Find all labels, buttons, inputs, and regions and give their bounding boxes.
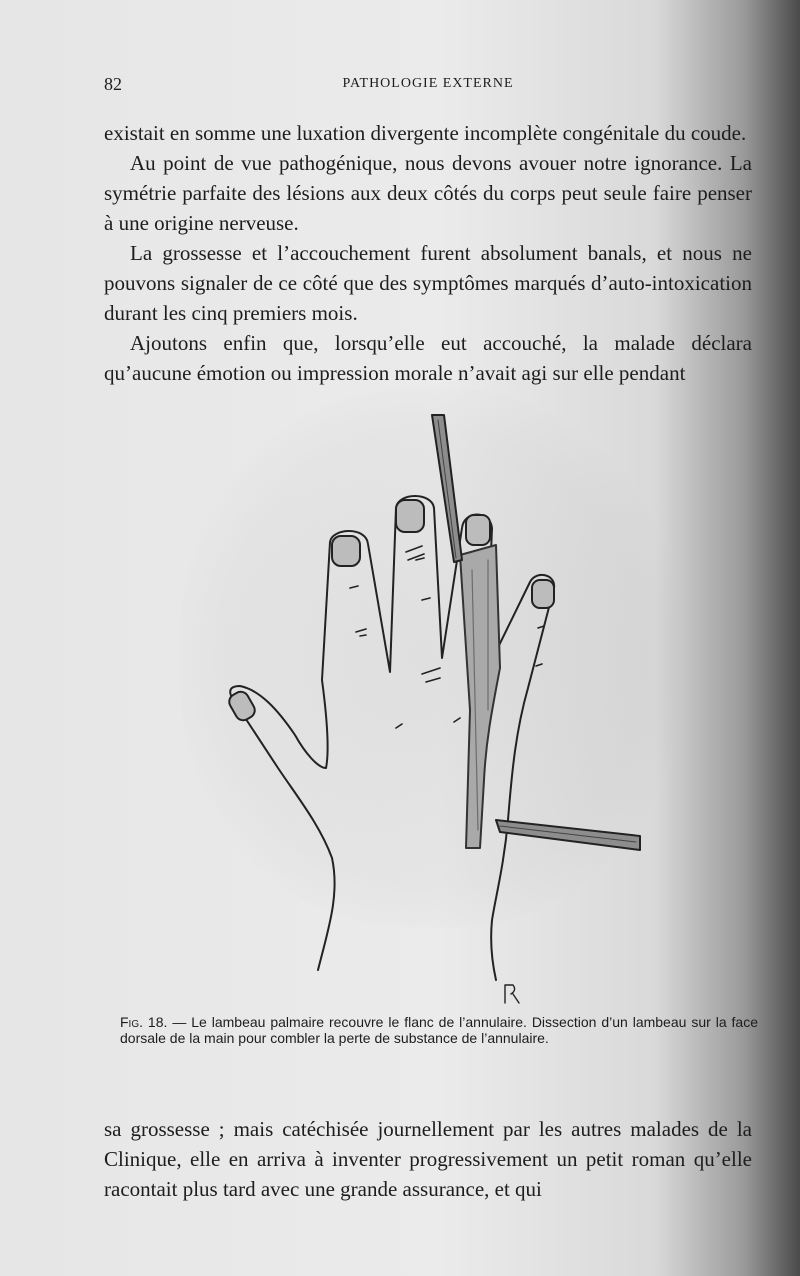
caption-text: — Le lambeau palmaire recouvre le flanc de l’annulaire. Dissection d’un lambeau sur la face dorsale de la main pour combler la perte de substance de l’annulaire. <box>120 1014 758 1046</box>
palmar-flap <box>460 545 500 848</box>
figure-label: Fig. 18. <box>120 1014 168 1030</box>
fingernail <box>532 580 554 608</box>
paragraph: existait en somme une luxation divergente incomplète congénitale du coude. <box>104 121 747 145</box>
paragraph: sa grossesse ; mais catéchisée journellement par les autres malades de la Clinique, elle en arriva à inventer progressivement un petit roman qu’elle racontait plus tard avec une grande assurance, et qui <box>104 1117 752 1201</box>
fingernail <box>466 515 490 545</box>
fingernail <box>396 500 424 532</box>
running-head: PATHOLOGIE EXTERNE <box>342 76 514 91</box>
signature-mark <box>505 985 519 1003</box>
paragraph: Au point de vue pathogénique, nous devons avouer notre ignorance. La symétrie parfaite des lésions aux deux côtés du corps peut seule faire penser à une origine nerveuse. <box>104 151 752 235</box>
forceps-bottom <box>496 820 640 850</box>
paragraph: La grossesse et l’accouchement furent absolument banals, et nous ne pouvons signaler de ce côté que des symptômes marqués d’auto-intoxication durant les cinq premiers mois. <box>104 241 752 325</box>
hand-illustration <box>200 410 660 1010</box>
figure-caption <box>104 1014 758 1046</box>
hand-outline <box>230 496 554 980</box>
page-number: 82 <box>104 74 122 94</box>
paragraph: Ajoutons enfin que, lorsqu’elle eut accouché, la malade déclara qu’aucune émotion ou impression morale n’avait agi sur elle pendant <box>104 331 752 385</box>
body-text-top <box>104 118 752 388</box>
body-text-bottom <box>104 1114 752 1204</box>
page-header <box>104 74 752 98</box>
fingernail <box>332 536 360 566</box>
